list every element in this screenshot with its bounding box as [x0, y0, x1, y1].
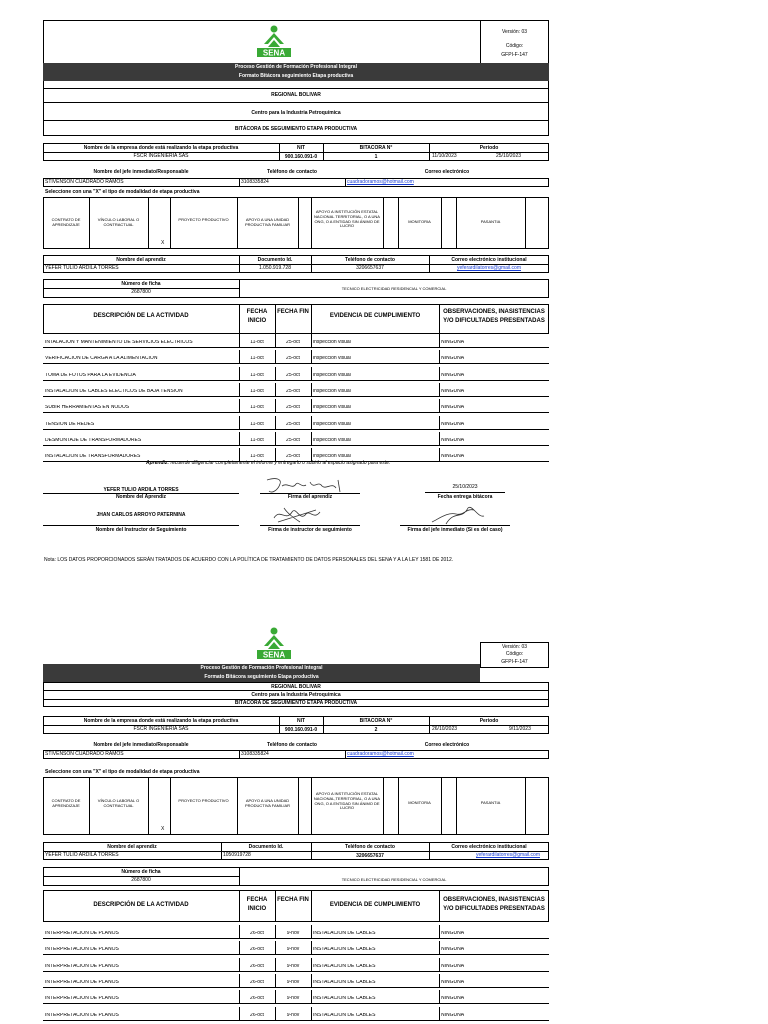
table-column-divider — [239, 334, 240, 348]
activity-description: TENSION DE REDES — [45, 421, 95, 427]
table-row-divider — [43, 396, 549, 397]
modality-institucion: APOYO A INSTITUCIÓN ESTATAL NACIONAL TERRITORIAL, O A UNA ONG, O A ENTIDAD SIN ÁNIMO DE LUCRO — [314, 209, 380, 229]
bitacora-label: BITACORA N° — [359, 145, 393, 151]
boss-name-2: STIVENSON CUADRADO RAMOS — [45, 751, 124, 757]
table-column-divider — [311, 941, 312, 955]
activity-evidence: inspeccion visual — [313, 437, 351, 443]
apprentice-phone-label: Teléfono de contacto — [345, 257, 395, 263]
program-name: TECNICO ELECTRICIDAD RESIDENCIAL Y COMERCIAL — [341, 286, 447, 291]
sign-apprentice-name: YEFER TULIO ARDILA TORRES — [103, 487, 179, 493]
ficha-label-2: Número de ficha — [121, 869, 161, 875]
period-start: 11/10/2023 — [432, 153, 457, 159]
sena-logo-icon-2 — [254, 626, 294, 660]
table-row-divider — [43, 954, 549, 955]
boss-signature-icon — [428, 504, 488, 526]
activity-observation: NINGUNA — [441, 931, 465, 936]
period-label: Periodo — [479, 145, 499, 151]
table-column-divider — [311, 1007, 312, 1021]
activity-start: 11-oct — [250, 437, 264, 443]
document-title-2: BITÁCORA DE SEGUIMIENTO ETAPA PRODUCTIVA — [234, 700, 358, 706]
table-column-divider — [311, 925, 312, 939]
table-column-divider — [239, 1007, 240, 1021]
bitacora-label-2: BITACORA N° — [359, 718, 393, 724]
activity-evidence: INSTALACION DE CABLES — [313, 947, 376, 953]
doc-id-value: 1.050.919.728 — [259, 265, 291, 271]
table-column-divider — [439, 399, 440, 413]
table-column-divider — [311, 367, 312, 381]
activity-end: 25-oct — [286, 372, 300, 378]
doc-id-label: Documento Id. — [257, 257, 293, 263]
modality-unidad-familiar-2: APOYO A UNA UNIDAD PRODUCTIVA FAMILIAR — [244, 798, 291, 808]
bitacora-number: 1 — [374, 154, 378, 160]
modality-proyecto-2: PROYECTO PRODUCTIVO — [178, 798, 229, 803]
col-start-date-2: FECHA INICIO — [246, 897, 268, 912]
activity-end: 9-nov — [286, 1012, 300, 1018]
table-column-divider — [439, 367, 440, 381]
modality-pasantia-2: PASANTIA — [480, 800, 501, 805]
activity-start: 11-oct — [250, 454, 264, 460]
regional: REGIONAL BOLIVAR — [271, 92, 321, 98]
modality-vinculo-2: VÍNCULO LABORAL O CONTRACTUAL — [97, 798, 140, 808]
activity-end: 9-nov — [286, 996, 300, 1002]
doc-id-label-2: Documento Id. — [248, 844, 284, 850]
document-title: BITÁCORA DE SEGUIMIENTO ETAPA PRODUCTIVA — [234, 126, 358, 132]
table-column-divider — [439, 350, 440, 364]
center-name: Centro para la Industria Petroquímica — [251, 110, 341, 116]
boss-email-label-2: Correo electrónico — [424, 742, 470, 748]
table-row-divider — [43, 445, 549, 446]
modality-proyecto: PROYECTO PRODUCTIVO — [178, 217, 229, 222]
inst-email-label-2: Correo electrónico institucional — [451, 844, 527, 850]
activity-end: 25-oct — [286, 454, 300, 460]
regional-2: REGIONAL BOLIVAR — [271, 684, 321, 690]
ficha-label: Número de ficha — [121, 281, 161, 287]
program-name-2: TECNICO ELECTRICIDAD RESIDENCIAL Y COMERCIAL — [341, 877, 447, 882]
version-label: Versión: 03 — [501, 29, 528, 35]
table-column-divider — [239, 367, 240, 381]
process-title-2: Proceso Gestión de Formación Profesional Integral — [43, 664, 480, 673]
activity-description: INSTALACION DE CABLES ELECTICOS DE BAJA TENSION — [45, 388, 183, 394]
activity-observation: NINGUNA — [441, 405, 465, 411]
table-column-divider — [275, 334, 276, 348]
nit-label: NIT — [296, 145, 306, 151]
table-column-divider — [439, 925, 440, 939]
modality-contrato: CONTRATO DE APRENDIZAJE — [51, 217, 81, 227]
boss-sign-label: Firma del jefe inmediato (Si es del caso) — [407, 527, 503, 533]
table-column-divider — [311, 990, 312, 1004]
activity-evidence: inspeccion visual — [313, 356, 351, 362]
activity-end: 9-nov — [286, 963, 300, 969]
table-column-divider — [275, 350, 276, 364]
activity-description: SUBIR HERRAMIENTAS EN NODOS — [45, 405, 130, 411]
process-title: Proceso Gestión de Formación Profesional Integral — [43, 63, 549, 72]
activity-observation: NINGUNA — [441, 1012, 465, 1018]
activity-start: 11-oct — [250, 421, 264, 427]
activity-observation: NINGUNA — [441, 421, 465, 427]
activity-description: INTALACION Y MANTENIMIENTO DE SERVICIOS ELECTRICOS — [45, 340, 193, 345]
ficha-value-2: 2687800 — [131, 877, 151, 883]
activity-start: 26-oct — [250, 947, 264, 953]
col-activity-2: DESCRIPCIÓN DE LA ACTIVIDAD — [93, 902, 189, 908]
activity-observation: NINGUNA — [441, 963, 465, 969]
activity-description: INTERPRETACION DE PLANOS — [45, 947, 119, 953]
table-column-divider — [439, 974, 440, 988]
activity-start: 11-oct — [250, 405, 264, 411]
activity-start: 26-oct — [250, 996, 264, 1002]
activity-evidence: inspeccion visual — [313, 421, 351, 427]
sign-apprentice-label: Nombre del Aprendiz — [115, 494, 167, 500]
activity-evidence: INSTALACION DE CABLES — [313, 1012, 376, 1018]
period-end: 25/10/2023 — [496, 153, 522, 159]
table-column-divider — [275, 990, 276, 1004]
bitacora-number-2: 2 — [374, 727, 378, 733]
nit-label-2: NIT — [296, 718, 306, 724]
table-row-divider — [43, 1003, 549, 1004]
activity-evidence: INSTALACION DE CABLES — [313, 996, 376, 1002]
col-evidence: EVIDENCIA DE CUMPLIMIENTO — [329, 313, 421, 319]
table-column-divider — [275, 399, 276, 413]
boss-email-link[interactable]: cuadradoramos@hotmail.com — [347, 179, 414, 185]
ficha-value: 2687800 — [131, 289, 151, 295]
activity-observation: NINGUNA — [441, 996, 465, 1002]
table-column-divider — [239, 383, 240, 397]
table-row-divider — [43, 363, 549, 364]
table-column-divider — [275, 432, 276, 446]
activity-observation: NINGUNA — [441, 454, 465, 460]
inst-email-label: Correo electrónico institucional — [451, 257, 527, 263]
table-column-divider — [311, 399, 312, 413]
table-column-divider — [239, 416, 240, 430]
nit-value: 900.160.091-0 — [284, 154, 318, 160]
modality-mark-2: X — [161, 826, 165, 832]
activity-end: 25-oct — [286, 437, 300, 443]
table-row-divider — [43, 971, 549, 972]
table-column-divider — [311, 416, 312, 430]
boss-phone: 3108335824 — [241, 179, 269, 185]
table-column-divider — [311, 334, 312, 348]
modality-pasantia: PASANTIA — [480, 219, 501, 224]
table-column-divider — [275, 974, 276, 988]
modality-vinculo: VÍNCULO LABORAL O CONTRACTUAL — [97, 217, 140, 227]
activity-description: INTERPRETACION DE PLANOS — [45, 1012, 119, 1018]
table-column-divider — [275, 941, 276, 955]
sena-logo-icon — [254, 24, 294, 58]
boss-label-2: Nombre del jefe inmediato/Responsable — [93, 742, 189, 748]
table-row-divider — [43, 380, 549, 381]
modality-contrato-2: CONTRATO DE APRENDIZAJE — [51, 798, 81, 808]
table-column-divider — [239, 399, 240, 413]
boss-label: Nombre del jefe inmediato/Responsable — [93, 169, 189, 175]
table-column-divider — [311, 958, 312, 972]
table-column-divider — [439, 941, 440, 955]
activity-evidence: inspeccion visual — [313, 388, 351, 394]
apprentice-email-link[interactable]: yeferardilatorres@gmail.com — [457, 265, 521, 271]
activity-evidence: inspeccion visual — [313, 372, 351, 378]
activity-start: 26-oct — [250, 963, 264, 969]
col-observations: OBSERVACIONES, INASISTENCIAS Y/O DIFICULTADES PRESENTADAS — [443, 309, 545, 324]
instructor-signature-icon — [270, 504, 326, 526]
activity-start: 26-oct — [250, 931, 264, 936]
activity-end: 25-oct — [286, 421, 300, 427]
activity-description: INSTALACION DE TRANSFORMADORES — [45, 454, 141, 460]
apprentice-phone-label-2: Teléfono de contacto — [345, 844, 395, 850]
activity-evidence: inspeccion visual — [313, 340, 351, 345]
activity-evidence: INSTALACION DE CABLES — [313, 963, 376, 969]
table-column-divider — [239, 925, 240, 939]
table-column-divider — [439, 448, 440, 462]
col-end-date: FECHA FIN — [277, 309, 309, 315]
table-column-divider — [239, 350, 240, 364]
modality-unidad-familiar: APOYO A UNA UNIDAD PRODUCTIVA FAMILIAR — [244, 217, 291, 227]
period-start-2: 26/10/2023 — [432, 726, 458, 732]
apprentice-name-2: YEFER TULIO ARDILA TORRES — [45, 852, 119, 858]
company-value-2: FSCR INGENIERIA SAS — [133, 726, 189, 732]
company-label: Nombre de la empresa donde está realizando la etapa productiva — [83, 145, 239, 151]
boss-name: STIVENSON CUADRADO RAMOS — [45, 179, 124, 185]
boss-phone-label-2: Teléfono de contacto — [267, 742, 317, 748]
table-column-divider — [439, 432, 440, 446]
table-column-divider — [439, 416, 440, 430]
activity-description: DESMONTAJE DE TRANSFORMADORES — [45, 437, 142, 443]
col-end-date-2: FECHA FIN — [277, 897, 309, 903]
apprentice-label: Nombre del aprendiz — [116, 257, 166, 263]
instructor-name: JHAN CARLOS ARROYO PATERNINA — [96, 512, 186, 518]
modality-monitoria-2: MONITORIA — [408, 800, 431, 805]
apprentice-note: Aprendiz: recuerde diligenciar completamente el informe y entregarlo o subirlo al espacio asignado para este. — [146, 460, 391, 466]
activity-start: 11-oct — [250, 340, 264, 345]
activity-evidence: inspeccion visual — [313, 454, 351, 460]
code-value-2: GFPI-F-147 — [501, 659, 528, 665]
apprentice-phone-2: 3206657637 — [356, 853, 384, 859]
apprentice-email-link-2[interactable]: yeferardilatorres@gmail.com — [476, 852, 540, 858]
table-row-divider — [43, 347, 549, 348]
svg-text:SENA: SENA — [262, 48, 286, 58]
table-column-divider — [439, 990, 440, 1004]
activity-end: 25-oct — [286, 356, 300, 362]
table-column-divider — [239, 990, 240, 1004]
activity-start: 11-oct — [250, 372, 264, 378]
activity-end: 25-oct — [286, 405, 300, 411]
format-title: Formato Bitácora seguimiento Etapa productiva — [43, 72, 549, 81]
activity-description: INTERPRETACION DE PLANOS — [45, 996, 119, 1002]
center-name-2: Centro para la Industria Petroquímica — [251, 692, 341, 698]
activity-observation: NINGUNA — [441, 388, 465, 394]
activity-description: INTERPRETACION DE PLANOS — [45, 963, 119, 969]
code-value: GFPI-F-147 — [501, 52, 528, 58]
table-column-divider — [275, 1007, 276, 1021]
table-column-divider — [311, 432, 312, 446]
table-column-divider — [439, 334, 440, 348]
instructor-label: Nombre del Instructor de Seguimiento — [95, 527, 187, 533]
table-column-divider — [239, 941, 240, 955]
instructor-sign-label: Firma de instructor de seguimiento — [268, 527, 352, 533]
code-label-2: Código: — [505, 651, 524, 657]
table-row-divider — [43, 987, 549, 988]
activity-observation: NINGUNA — [441, 356, 465, 362]
apprentice-name: YEFER TULIO ARDILA TORRES — [45, 265, 119, 271]
table-column-divider — [239, 974, 240, 988]
activity-end: 25-oct — [286, 340, 300, 345]
col-start-date: FECHA INICIO — [246, 309, 268, 324]
table-row-divider — [43, 429, 549, 430]
code-label: Código: — [505, 43, 524, 49]
table-column-divider — [439, 1007, 440, 1021]
activity-start: 26-oct — [250, 979, 264, 985]
sign-firm-label: Firma del aprendiz — [287, 494, 333, 500]
modality-institucion-2: APOYO A INSTITUCIÓN ESTATAL NACIONAL,TERRITORIAL, O A UNA ONG, O A ENTIDAD SIN ÁNIMO DE LUCRO — [313, 791, 381, 811]
activity-observation: NINGUNA — [441, 340, 465, 345]
table-column-divider — [239, 958, 240, 972]
activity-observation: NINGUNA — [441, 947, 465, 953]
modality-monitoria: MONITORIA — [408, 219, 431, 224]
modality-label: Seleccione con una "X" el tipo de modalidad de etapa productiva — [45, 189, 200, 195]
table-column-divider — [275, 416, 276, 430]
company-value: FSCR INGENIERIA SAS — [133, 153, 189, 159]
boss-email-label: Correo electrónico — [424, 169, 470, 175]
table-row-divider — [43, 938, 549, 939]
legal-note: Nota: LOS DATOS PROPORCIONADOS SERÁN TRATADOS DE ACUERDO CON LA POLÍTICA DE TRATAMIENTO DE DATOS PERSONALES DEL SENA Y A LA LEY 1581 DE 2012. — [44, 557, 454, 563]
format-title-2: Formato Bitácora seguimiento Etapa productiva — [43, 673, 480, 682]
table-row-divider — [43, 412, 549, 413]
activity-description: INTERPRETACION DE PLANOS — [45, 931, 119, 936]
activity-start: 11-oct — [250, 356, 264, 362]
activity-description: TOMA DE FOTOS PARA LA EVIDENCIA — [45, 372, 136, 378]
activity-end: 9-nov — [286, 947, 300, 953]
company-label-2: Nombre de la empresa donde está realizando la etapa productiva — [83, 718, 239, 724]
table-row-divider — [43, 1020, 549, 1021]
delivery-label: Fecha entrega bitácora — [437, 494, 493, 500]
activity-observation: NINGUNA — [441, 372, 465, 378]
table-column-divider — [439, 383, 440, 397]
table-column-divider — [275, 958, 276, 972]
apprentice-phone: 3206657637 — [356, 265, 384, 271]
activity-observation: NINGUNA — [441, 437, 465, 443]
activity-start: 11-oct — [250, 388, 264, 394]
table-column-divider — [311, 383, 312, 397]
table-column-divider — [311, 350, 312, 364]
col-evidence-2: EVIDENCIA DE CUMPLIMIENTO — [329, 902, 421, 908]
table-column-divider — [275, 925, 276, 939]
activity-start: 26-oct — [250, 1012, 264, 1018]
doc-id-value-2: 1050919728 — [223, 852, 251, 858]
activity-observation: NINGUNA — [441, 979, 465, 985]
activity-description: VERIFICACION DE CARGA A LA ALIMENTACION — [45, 356, 158, 362]
activity-evidence: inspeccion visual — [313, 405, 351, 411]
svg-text:SENA: SENA — [262, 650, 286, 660]
boss-phone-2: 3108335824 — [241, 751, 269, 757]
nit-value-2: 900.160.091-0 — [284, 727, 318, 733]
modality-mark: X — [161, 240, 165, 246]
activity-evidence: INSTALACION DE CABLES — [313, 979, 376, 985]
table-column-divider — [239, 432, 240, 446]
activity-end: 9-nov — [286, 931, 300, 936]
table-column-divider — [439, 958, 440, 972]
modality-label-2: Seleccione con una "X" el tipo de modalidad de etapa productiva — [45, 769, 200, 775]
activity-end: 9-nov — [286, 979, 300, 985]
period-end-2: 9/11/2023 — [509, 726, 531, 732]
activity-description: INTERPRETACION DE PLANOS — [45, 979, 119, 985]
boss-email-link-2[interactable]: cuadradoramos@hotmail.com — [347, 751, 414, 757]
period-label-2: Periodo — [479, 718, 499, 724]
delivery-date: 25/10/2023 — [452, 484, 478, 490]
col-observations-2: OBSERVACIONES, INASISTENCIAS Y/O DIFICULTADES PRESENTADAS — [443, 897, 545, 912]
activity-end: 25-oct — [286, 388, 300, 394]
apprentice-label-2: Nombre del aprendiz — [107, 844, 157, 850]
table-column-divider — [275, 367, 276, 381]
version-label-2: Versión: 03 — [501, 644, 528, 650]
activity-evidence: INSTALACION DE CABLES — [313, 931, 376, 936]
table-column-divider — [311, 974, 312, 988]
boss-phone-label: Teléfono de contacto — [267, 169, 317, 175]
col-activity: DESCRIPCIÓN DE LA ACTIVIDAD — [93, 313, 189, 319]
table-column-divider — [275, 383, 276, 397]
